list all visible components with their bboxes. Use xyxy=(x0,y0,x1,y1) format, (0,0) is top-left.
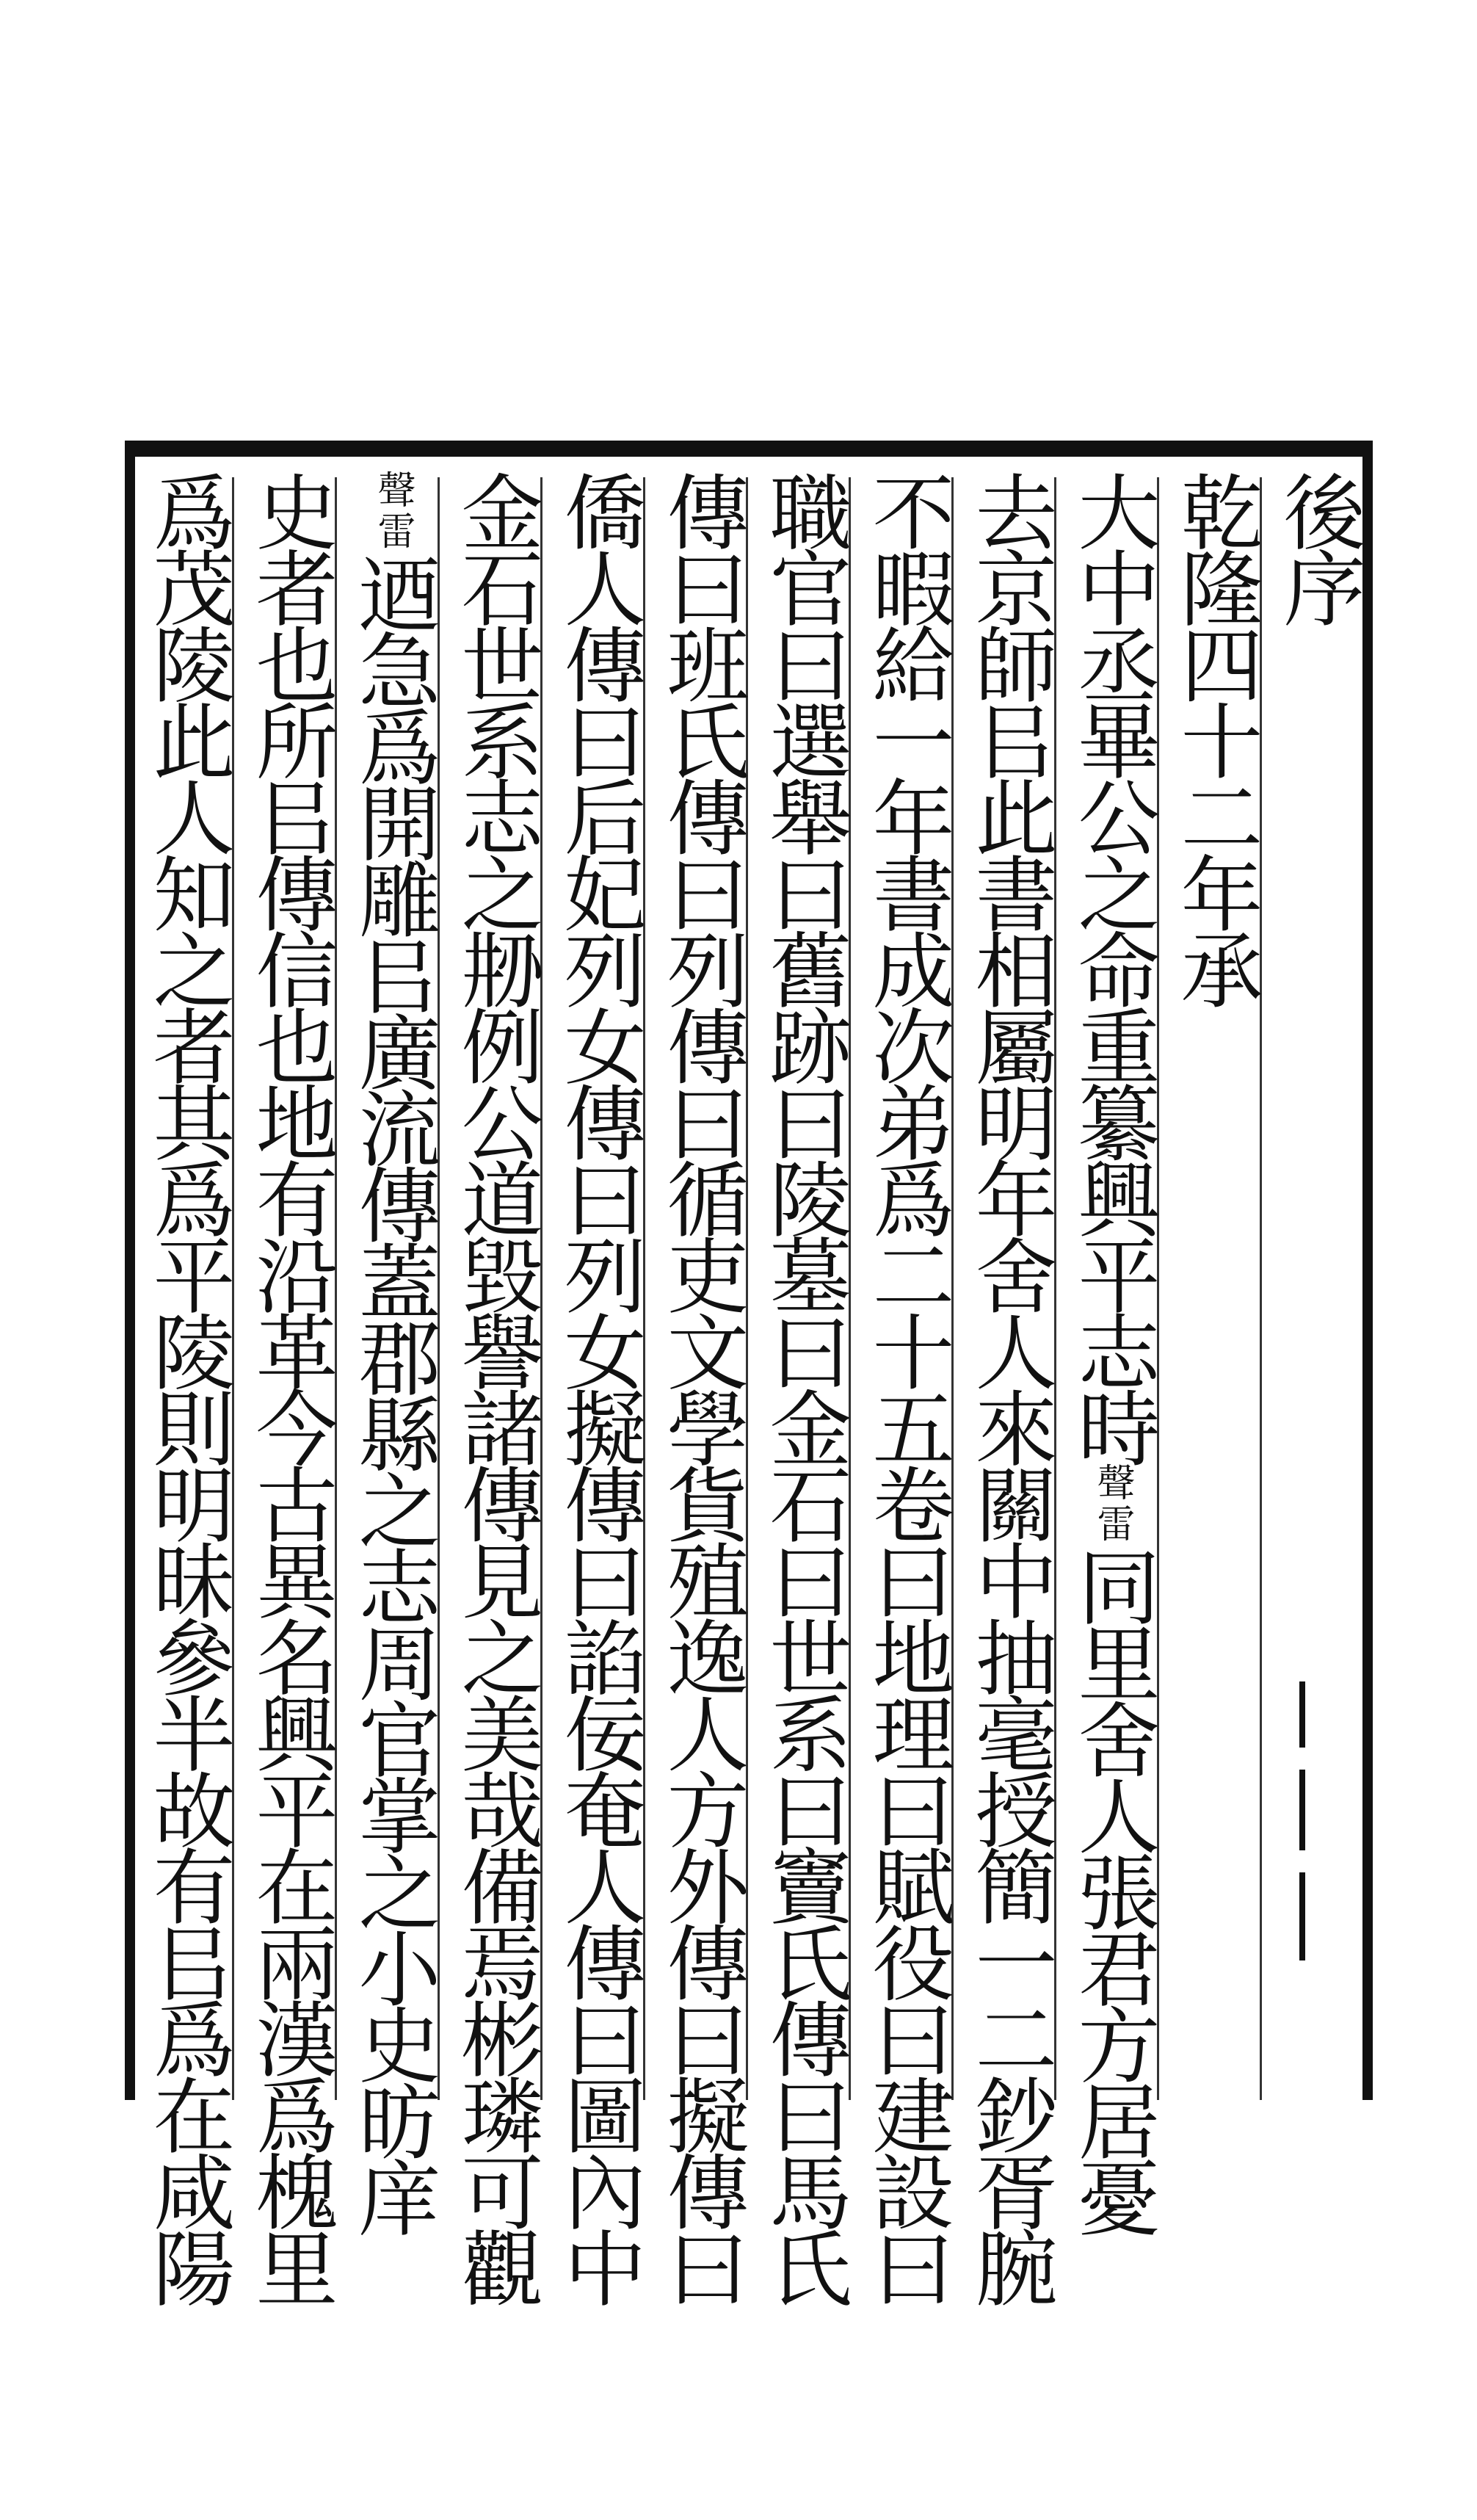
text-column-1 xyxy=(1064,470,1160,2232)
column-text-tail: 同里舍人張君方居憂 xyxy=(1064,1545,1160,2232)
print-mark xyxy=(1299,1770,1305,1850)
frame-top-border xyxy=(125,441,1373,457)
text-column-9: 史者也所㠯傳信也地有沿革今古異名興平在兩漢爲槐里 xyxy=(242,470,338,2303)
text-column-6: 僑人傳曰后妃列女傳曰列女擬傳曰諂佞奄人傳曰圖內中 xyxy=(551,470,646,2303)
text-column-7: 金石世系志之刱例公道毀譽諸傳見之美哉備焉彬璘可觀 xyxy=(448,470,543,2303)
text-column-2: 去京師㠯此書相屬明年舍人來關中抽毫授簡一二鈔胥腕 xyxy=(962,470,1057,2303)
name-note: 聲雷 xyxy=(371,470,415,552)
text-column-4: 職官曰選舉曰舊跡曰陵墓曰金石曰世系曰竇氏傳曰馬氏 xyxy=(756,470,852,2303)
column-text: 大中丞畢公之命重纂興平志時 xyxy=(1064,470,1160,1463)
frame-left-border xyxy=(125,441,135,2100)
margin-print-marks xyxy=(1277,1681,1329,1960)
print-mark xyxy=(1299,1872,1305,1960)
page-title: 後序 xyxy=(1270,470,1365,623)
text-column-3: 不暇給一年書成次弟爲二十五卷曰地理曰賦役曰建設曰 xyxy=(859,470,954,2303)
text-column-10: 爲茂陵此人知之者其爲平陵則明昧參半故有㠯爲在咸陽 xyxy=(139,470,235,2303)
text-column-5: 傳曰班氏傳曰列傳曰循吏文學貨殖逸人方外傳曰擬傳曰 xyxy=(653,470,749,2303)
text-column-8 xyxy=(345,470,440,2232)
name-note: 聲雷 xyxy=(1090,1463,1134,1545)
column-text: 迺急爲開雕㠯廣流傳蓋郡縣之志周官掌之小史昉庠 xyxy=(345,552,440,2232)
date-line: 乾隆四十二年承 xyxy=(1167,470,1263,1004)
page-frame xyxy=(125,441,1373,2303)
print-mark xyxy=(1299,1681,1305,1748)
